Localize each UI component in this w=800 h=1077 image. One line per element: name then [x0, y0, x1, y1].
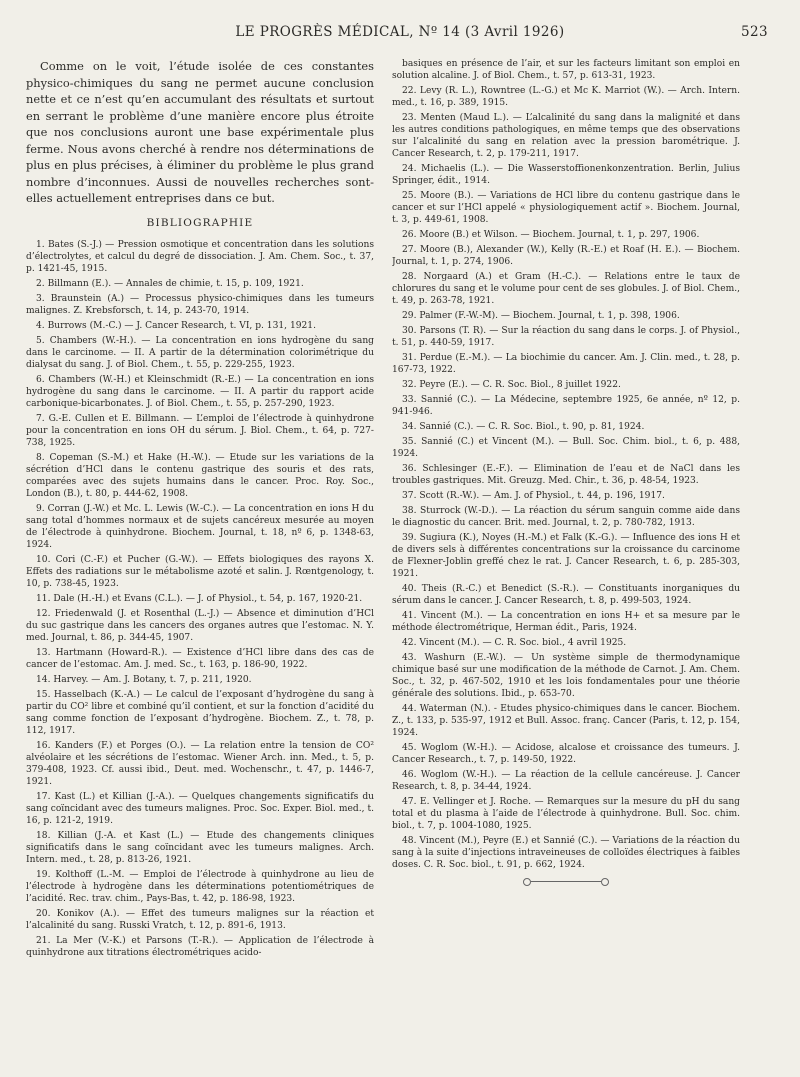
reference-entry: 7. G.-E. Cullen et E. Billmann. — L’emploi de l’électrode à quinhydrone pour la concentration en ions OH du sérum. J. Biol. Chem., t. 64, p. 727-738, 1925.	[26, 413, 374, 448]
reference-entry: 24. Michaelis (L.). — Die Wasserstoffionenkonzentration. Berlin, Julius Springer, édit., 1914.	[392, 164, 740, 186]
reference-entry: 23. Menten (Maud L.). — L’alcalinité du sang dans la malignité et dans les autres conditions pathologiques, en même temps que des observations sur l’alcalinité du sang en relation avec la pression barométrique. J. Cancer Research, t. 2, p. 179-211, 1917.	[392, 113, 740, 159]
reference-entry: 42. Vincent (M.). — C. R. Soc. biol., 4 avril 1925.	[402, 638, 627, 648]
reference-entry: 16. Kanders (F.) et Porges (O.). — La relation entre la tension de CO² alvéolaire et les sécrétions de l’estomac. Wiener Arch. inn. Med., t. 5, p. 379-408, 1923. Cf. aussi ibid., Deut. med. Wochenschr., t. 47, p. 1446-7, 1921.	[26, 740, 374, 787]
reference-entry: 25. Moore (B.). — Variations de HCl libre du contenu gastrique dans le cancer et sur l’HCl appelé « physiologiquement actif ». Biochem. Journal, t. 3, p. 449-61, 1908.	[392, 191, 740, 225]
reference-entry: 47. E. Vellinger et J. Roche. — Remarques sur la mesure du pH du sang total et du plasma à l’aide de l’électrode à quinhydrone. Bull. Soc. chim. biol., t. 7, p. 1004-1080, 1925.	[392, 797, 740, 831]
reference-entry: 11. Dale (H.-H.) et Evans (C.L.). — J. of Physiol., t. 54, p. 167, 1920-21.	[36, 593, 363, 604]
reference-entry: 5. Chambers (W.-H.). — La concentration en ions hydrogène du sang dans le carcinome. — II. A partir de la détermination colorimétrique du dialysat du sang. J. of Biol. Chem., t. 55, p. 229-255, 1923.	[26, 335, 374, 370]
reference-entry: 4. Burrows (M.-C.) — J. Cancer Research, t. VI, p. 131, 1921.	[36, 320, 316, 331]
reference-entry: 46. Woglom (W.-H.). — La réaction de la cellule cancéreuse. J. Cancer Research, t. 8, p. 34-44, 1924.	[392, 770, 740, 792]
page-number: 523	[741, 24, 768, 40]
reference-entry: 10. Cori (C.-F.) et Pucher (G.-W.). — Effets biologiques des rayons X. Effets des radiations sur le métabolisme azoté et salin. J. Rœntgenology, t. 10, p. 738-45, 1923.	[26, 554, 374, 589]
reference-entry: 14. Harvey. — Am. J. Botany, t. 7, p. 211, 1920.	[36, 674, 252, 685]
reference-entry: 30. Parsons (T. R). — Sur la réaction du sang dans le corps. J. of Physiol., t. 51, p. 440-59, 1917.	[392, 326, 740, 348]
reference-entry: 31. Perdue (E.-M.). — La biochimie du cancer. Am. J. Clin. med., t. 28, p. 167-73, 1922.	[392, 353, 740, 375]
reference-entry: 40. Theis (R.-C.) et Benedict (S.-R.). — Constituants inorganiques du sérum dans le cancer. J. Cancer Research, t. 8, p. 499-503, 1924.	[392, 584, 740, 606]
running-header	[28, 24, 772, 44]
intro-paragraph: Comme on le voit, l’étude isolée de ces constantes physico-chimiques du sang ne permet aucune conclusion nette et ce n’est qu’en accumulant des résultats et surtout en serrant le problème d’une manière encore plus étroite que nos conclusions auront une base expérimentale plus ferme. Nous avons cherché à rendre nos déterminations de plus en plus précises, à éliminer du problème le plus grand nombre d’inconnues. Aussi de nouvelles recherches sont-elles actuellement entreprises dans ce but.	[26, 59, 374, 205]
reference-entry: 3. Braunstein (A.) — Processus physico-chimiques dans les tumeurs malignes. Z. Krebsforsch, t. 14, p. 243-70, 1914.	[26, 293, 374, 316]
end-ornament	[531, 881, 601, 882]
reference-entry: 34. Sannié (C.). — C. R. Soc. Biol., t. 90, p. 81, 1924.	[402, 422, 645, 432]
reference-entry: 41. Vincent (M.). — La concentration en ions H+ et sa mesure par le méthode électrométrique, Herman édit., Paris, 1924.	[392, 611, 740, 633]
reference-entry: 28. Norgaard (A.) et Gram (H.-C.). — Relations entre le taux de chlorures du sang et le volume pour cent de ses globules. J. of Biol. Chem., t. 49, p. 263-78, 1921.	[392, 272, 740, 306]
reference-entry: 19. Kolthoff (L.-M. — Emploi de l’électrode à quinhydrone au lieu de l’électrode à hydrogène dans les déterminations potentiométriques de l’acidité. Rec. trav. chim., Pays-Bas, t. 42, p. 186-98, 1923.	[26, 869, 374, 904]
right-column	[392, 58, 740, 1058]
reference-entry: 29. Palmer (F.-W.-M). — Biochem. Journal, t. 1, p. 398, 1906.	[402, 311, 680, 321]
left-column	[26, 58, 374, 1058]
reference-entry: 13. Hartmann (Howard-R.). — Existence d’HCl libre dans des cas de cancer de l’estomac. Am. J. med. Sc., t. 163, p. 186-90, 1922.	[26, 647, 374, 670]
reference-entry: 12. Friedenwald (J. et Rosenthal (L.-J.) — Absence et diminution d’HCl du suc gastrique dans les cancers des organes autres que l’estomac. N. Y. med. Journal, t. 86, p. 344-45, 1907.	[26, 608, 374, 643]
reference-entry: 32. Peyre (E.). — C. R. Soc. Biol., 8 juillet 1922.	[402, 380, 621, 390]
reference-entry: 43. Washurn (E.-W.). — Un système simple de thermodynamique chimique basé sur une modification de la méthode de Carnot. J. Am. Chem. Soc., t. 32, p. 467-502, 1910 et les lois fondamentales pour une théorie générale des solutions. Ibid., p. 653-70.	[392, 653, 740, 699]
reference-entry: 39. Sugiura (K.), Noyes (H.-M.) et Falk (K.-G.). — Influence des ions H et de divers sels à différentes concentrations sur la croissance du carcinome de Flexner-Joblin greffé chez le rat. J. Cancer Research, t. 6, p. 285-303, 1921.	[392, 533, 740, 579]
reference-entry: 33. Sannié (C.). — La Médecine, septembre 1925, 6e année, nº 12, p. 941-946.	[392, 395, 740, 417]
reference-entry: 2. Billmann (E.). — Annales de chimie, t. 15, p. 109, 1921.	[36, 278, 304, 289]
reference-entry: 27. Moore (B.), Alexander (W.), Kelly (R.-E.) et Roaf (H. E.). — Biochem. Journal, t. 1, p. 274, 1906.	[392, 245, 740, 267]
reference-entry: 38. Sturrock (W.-D.). — La réaction du sérum sanguin comme aide dans le diagnostic du cancer. Brit. med. Journal, t. 2, p. 780-782, 1913.	[392, 506, 740, 528]
journal-title: LE PROGRÈS MÉDICAL, Nº 14 (3 Avril 1926)	[235, 24, 565, 40]
reference-entry: 8. Copeman (S.-M.) et Hake (H.-W.). — Etude sur les variations de la sécrétion d’HCl dans le contenu gastrique des souris et des rats, comparées avec des sujets humains dans le cancer. Proc. Roy. Soc., London (B.), t. 80, p. 444-62, 1908.	[26, 452, 374, 499]
reference-entry: 21. La Mer (V.-K.) et Parsons (T.-R.). — Application de l’électrode à quinhydrone aux titrations électrométriques acido-	[26, 935, 374, 958]
reference-entry: 1. Bates (S.-J.) — Pression osmotique et concentration dans les solutions d’électrolytes, et calcul du degré de dissociation. J. Am. Chem. Soc., t. 37, p. 1421-45, 1915.	[26, 239, 374, 274]
reference-entry: 37. Scott (R.-W.). — Am. J. of Physiol., t. 44, p. 196, 1917.	[402, 491, 665, 501]
reference-entry: 15. Hasselbach (K.-A.) — Le calcul de l’exposant d’hydrogène du sang à partir du CO² libre et combiné qu’il contient, et sur la fonction d’acidité du sang comme fonction de l’exposant d’hydrogène. Biochem. Z., t. 78, p. 112, 1917.	[26, 689, 374, 736]
reference-entry: 36. Schlesinger (E.-F.). — Elimination de l’eau et de NaCl dans les troubles gastriques. Mit. Greuzg. Med. Chir., t. 36, p. 48-54, 1923.	[392, 464, 740, 486]
reference-entry: 45. Woglom (W.-H.). — Acidose, alcalose et croissance des tumeurs. J. Cancer Research., t. 7, p. 149-50, 1922.	[392, 743, 740, 765]
reference-entry: 9. Corran (J.-W.) et Mc. L. Lewis (W.-C.). — La concentration en ions H du sang total d’hommes normaux et de sujets cancéreux mesurée au moyen de l’électrode à quinhydrone. Biochem. Journal, t. 18, nº 6, p. 1348-63, 1924.	[26, 503, 374, 550]
reference-entry: 18. Killian (J.-A. et Kast (L.) — Etude des changements cliniques significatifs dans le sang coïncidant avec les tumeurs malignes. Arch. Intern. med., t. 28, p. 813-26, 1921.	[26, 830, 374, 865]
reference-entry: 35. Sannié (C.) et Vincent (M.). — Bull. Soc. Chim. biol., t. 6, p. 488, 1924.	[392, 437, 740, 459]
reference-list-left	[26, 239, 374, 959]
reference-entry: 22. Levy (R. L.), Rowntree (L.-G.) et Mc K. Marriot (W.). — Arch. Intern. med., t. 16, p. 389, 1915.	[392, 86, 740, 108]
reference-entry: basiques en présence de l’air, et sur les facteurs limitant son emploi en solution alcaline. J. of Biol. Chem., t. 57, p. 613-31, 1923.	[392, 59, 740, 81]
reference-entry: 44. Waterman (N.). - Etudes physico-chimiques dans le cancer. Biochem. Z., t. 133, p. 535-97, 1912 et Bull. Assoc. franç. Cancer (Paris, t. 12, p. 154, 1924.	[392, 704, 740, 738]
reference-entry: 6. Chambers (W.-H.) et Kleinschmidt (R.-E.) — La concentration en ions hydrogène du sang dans le carcinome. — II. A partir du rapport acide carbonique-bicarbonates. J. of Biol. Chem., t. 55, p. 257-290, 1923.	[26, 374, 374, 409]
reference-entry: 20. Konikov (A.). — Effet des tumeurs malignes sur la réaction et l’alcalinité du sang. Russki Vratch, t. 12, p. 891-6, 1913.	[26, 908, 374, 931]
bibliography-heading: BIBLIOGRAPHIE	[146, 216, 254, 229]
reference-list-right	[392, 58, 740, 871]
reference-entry: 48. Vincent (M.), Peyre (E.) et Sannié (C.). — Variations de la réaction du sang à la suite d’injections intraveineuses de colloïdes électriques à faibles doses. C. R. Soc. biol., t. 91, p. 662, 1924.	[392, 836, 740, 870]
reference-entry: 26. Moore (B.) et Wilson. — Biochem. Journal, t. 1, p. 297, 1906.	[402, 230, 700, 240]
reference-entry: 17. Kast (L.) et Killian (J.-A.). — Quelques changements significatifs du sang coïncidant avec des tumeurs malignes. Proc. Soc. Exper. Biol. med., t. 16, p. 121-2, 1919.	[26, 791, 374, 826]
